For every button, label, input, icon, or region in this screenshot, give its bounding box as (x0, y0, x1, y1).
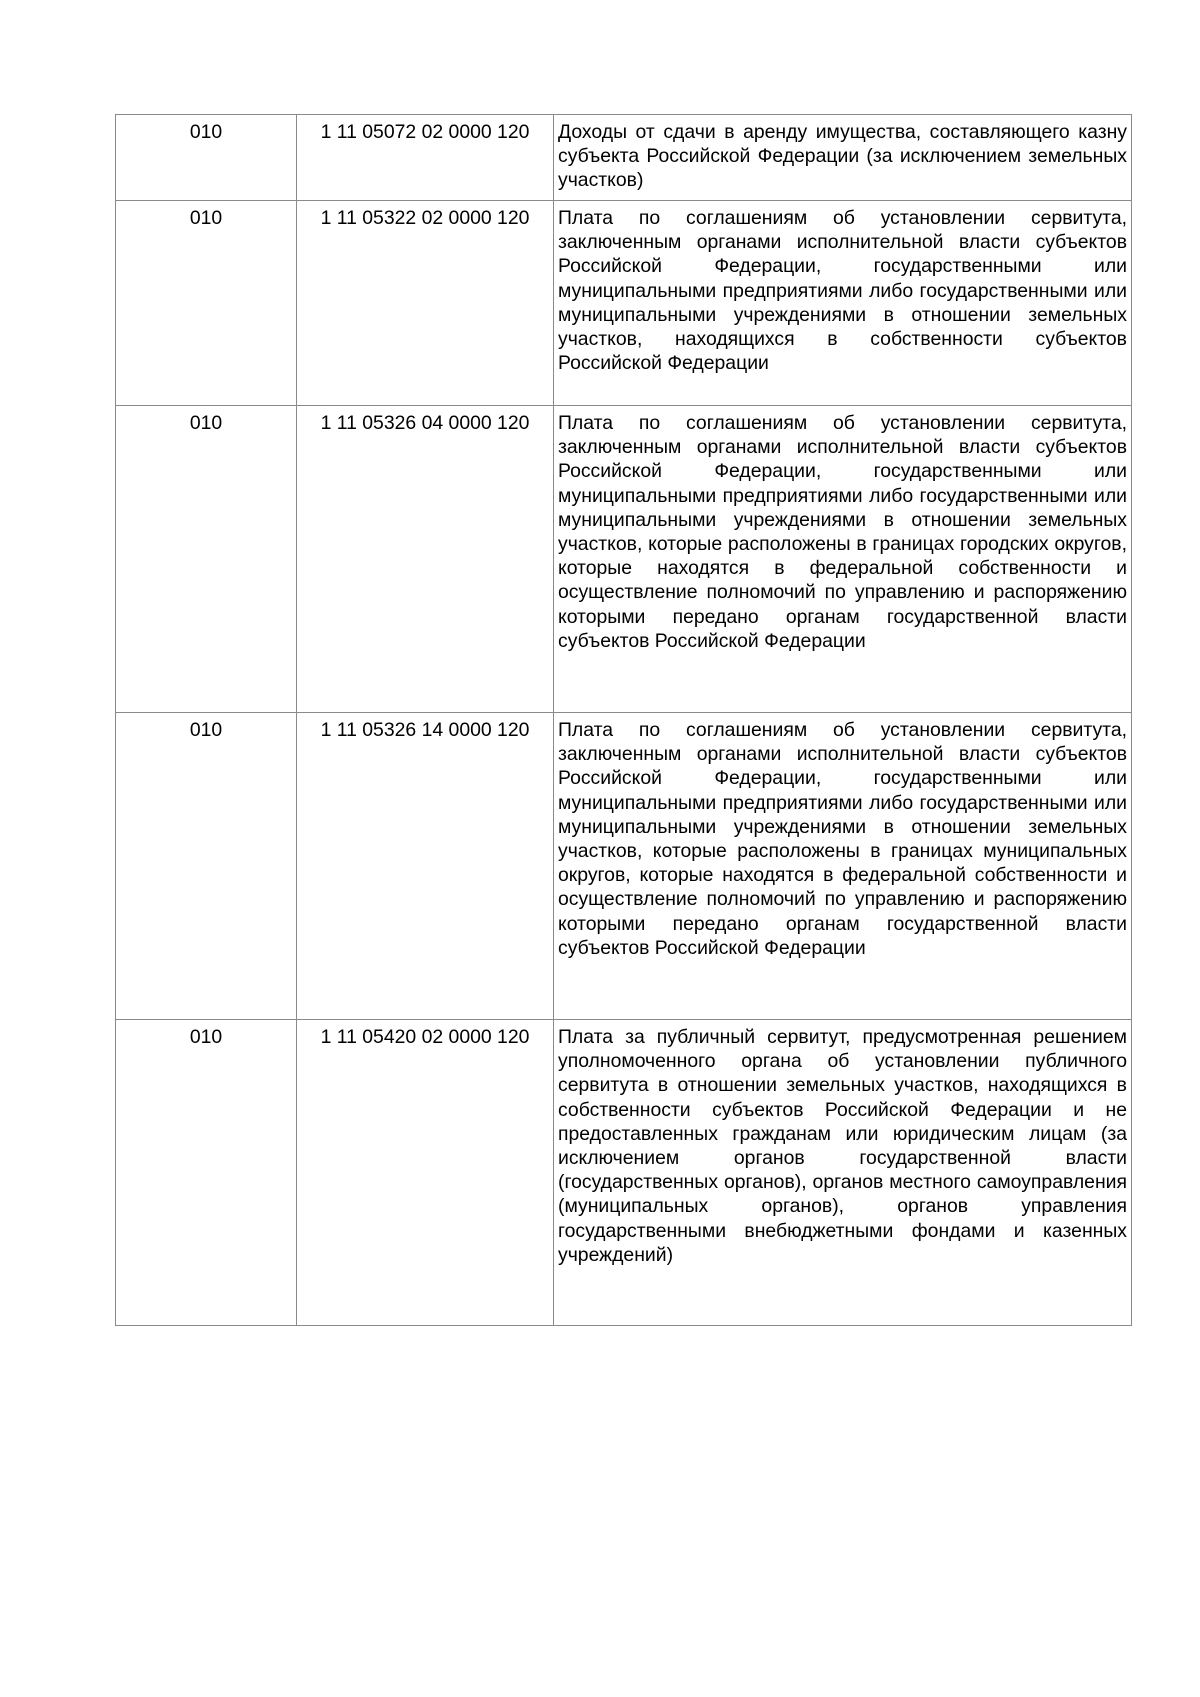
admin-code-cell: 010 (116, 201, 297, 406)
admin-code-cell: 010 (116, 406, 297, 713)
income-code-cell: 1 11 05072 02 0000 120 (297, 115, 554, 201)
income-code-cell: 1 11 05322 02 0000 120 (297, 201, 554, 406)
income-code-cell: 1 11 05420 02 0000 120 (297, 1020, 554, 1326)
table-row (116, 713, 1132, 1020)
income-name-cell: Плата за публичный сервитут, предусмотренная решением уполномоченного органа об установлении публичного сервитута в отношении земельных участков, находящихся в собственности субъектов Российской Федерации и не предоставленных гражданам или юридическим лицам (за исключением органов государственной власти (государственных органов), органов местного самоуправления (муниципальных органов), органов управления государственными внебюджетными фондами и казенных учреждений) (554, 1020, 1132, 1326)
income-code-cell: 1 11 05326 04 0000 120 (297, 406, 554, 713)
income-name-cell: Плата по соглашениям об установлении сервитута, заключенным органами исполнительной власти субъектов Российской Федерации, государственными или муниципальными предприятиями либо государственными или муниципальными учреждениями в отношении земельных участков, находящихся в собственности субъектов Российской Федерации (554, 201, 1132, 406)
income-code-cell: 1 11 05326 14 0000 120 (297, 713, 554, 1020)
revenue-codes-table (115, 114, 1132, 1326)
income-name-cell: Доходы от сдачи в аренду имущества, составляющего казну субъекта Российской Федерации (за исключением земельных участков) (554, 115, 1132, 201)
income-name-cell: Плата по соглашениям об установлении сервитута, заключенным органами исполнительной власти субъектов Российской Федерации, государственными или муниципальными предприятиями либо государственными или муниципальными учреждениями в отношении земельных участков, которые расположены в границах городских округов, которые находятся в федеральной собственности и осуществление полномочий по управлению и распоряжению которыми передано органам государственной власти субъектов Российской Федерации (554, 406, 1132, 713)
admin-code-cell: 010 (116, 713, 297, 1020)
table-row (116, 115, 1132, 201)
admin-code-cell: 010 (116, 1020, 297, 1326)
table-row (116, 201, 1132, 406)
admin-code-cell: 010 (116, 115, 297, 201)
table-row (116, 1020, 1132, 1326)
income-name-cell: Плата по соглашениям об установлении сервитута, заключенным органами исполнительной власти субъектов Российской Федерации, государственными или муниципальными предприятиями либо государственными или муниципальными учреждениями в отношении земельных участков, которые расположены в границах муниципальных округов, которые находятся в федеральной собственности и осуществление полномочий по управлению и распоряжению которыми передано органам государственной власти субъектов Российской Федерации (554, 713, 1132, 1020)
table-row (116, 406, 1132, 713)
